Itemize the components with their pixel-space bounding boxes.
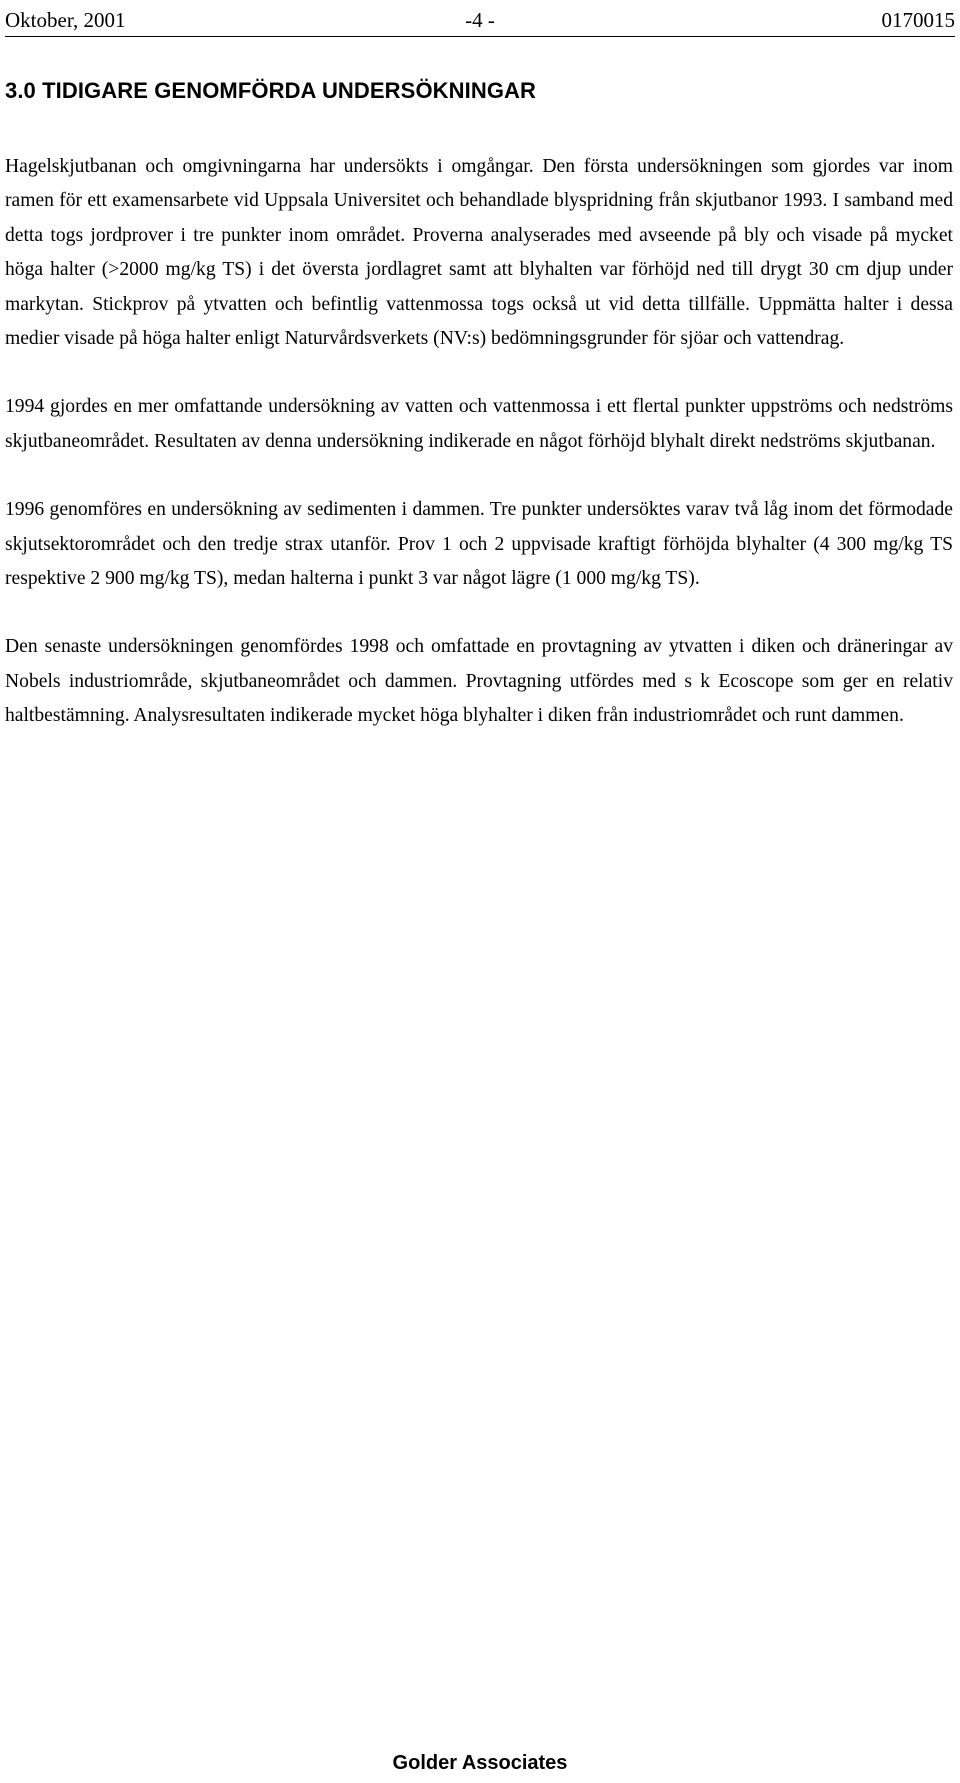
- page-footer: Golder Associates: [392, 1752, 568, 1774]
- paragraph-1996-investigation: 1996 genomföres en undersökning av sedimenten i dammen. Tre punkter undersöktes varav två låg inom det förmodade skjutsektorområdet och den tredje strax utanför. Prov 1 och 2 uppvisade kraftigt förhöjda blyhalter (4 300 mg/kg TS respektive 2 900 mg/kg TS), medan halterna i punkt 3 var något lägre (1 000 mg/kg TS).: [5, 499, 953, 590]
- paragraph-1998-investigation: Den senaste undersökningen genomfördes 1998 och omfattade en provtagning av ytvatten i diken och dräneringar av Nobels industriområde, skjutbaneområdet och dammen. Provtagning utfördes med s k Ecoscope som ger en relativ haltbestämning. Analysresultaten indikerade mycket höga blyhalter i diken från industriområdet och runt dammen.: [5, 636, 953, 727]
- header-page-number: -4 -: [465, 8, 495, 32]
- body-text: [5, 150, 953, 768]
- header-document-number: 0170015: [881, 8, 955, 32]
- section-heading: 3.0 TIDIGARE GENOMFÖRDA UNDERSÖKNINGAR: [5, 78, 537, 103]
- page-header: [5, 4, 955, 37]
- paragraph-previous-investigations: Hagelskjutbanan och omgivningarna har undersökts i omgångar. Den första undersökningen som gjordes var inom ramen för ett examensarbete vid Uppsala Universitet och behandlade blyspridning från skjutbanor 1993. I samband med detta togs jordprover i tre punkter inom området. Proverna analyserades med avseende på bly och visade på mycket höga halter (>2000 mg/kg TS) i det översta jordlagret samt att blyhalten var förhöjd ned till drygt 30 cm djup under markytan. Stickprov på ytvatten och befintlig vattenmossa togs också ut vid detta tillfälle. Uppmätta halter i dessa medier visade på höga halter enligt Naturvårdsverkets (NV:s) bedömningsgrunder för sjöar och vattendrag.: [5, 156, 953, 350]
- paragraph-1994-investigation: 1994 gjordes en mer omfattande undersökning av vatten och vattenmossa i ett flertal punkter uppströms och nedströms skjutbaneområdet. Resultaten av denna undersökning indikerade en något förhöjd blyhalt direkt nedströms skjutbanan.: [5, 396, 953, 452]
- header-date: Oktober, 2001: [5, 8, 126, 32]
